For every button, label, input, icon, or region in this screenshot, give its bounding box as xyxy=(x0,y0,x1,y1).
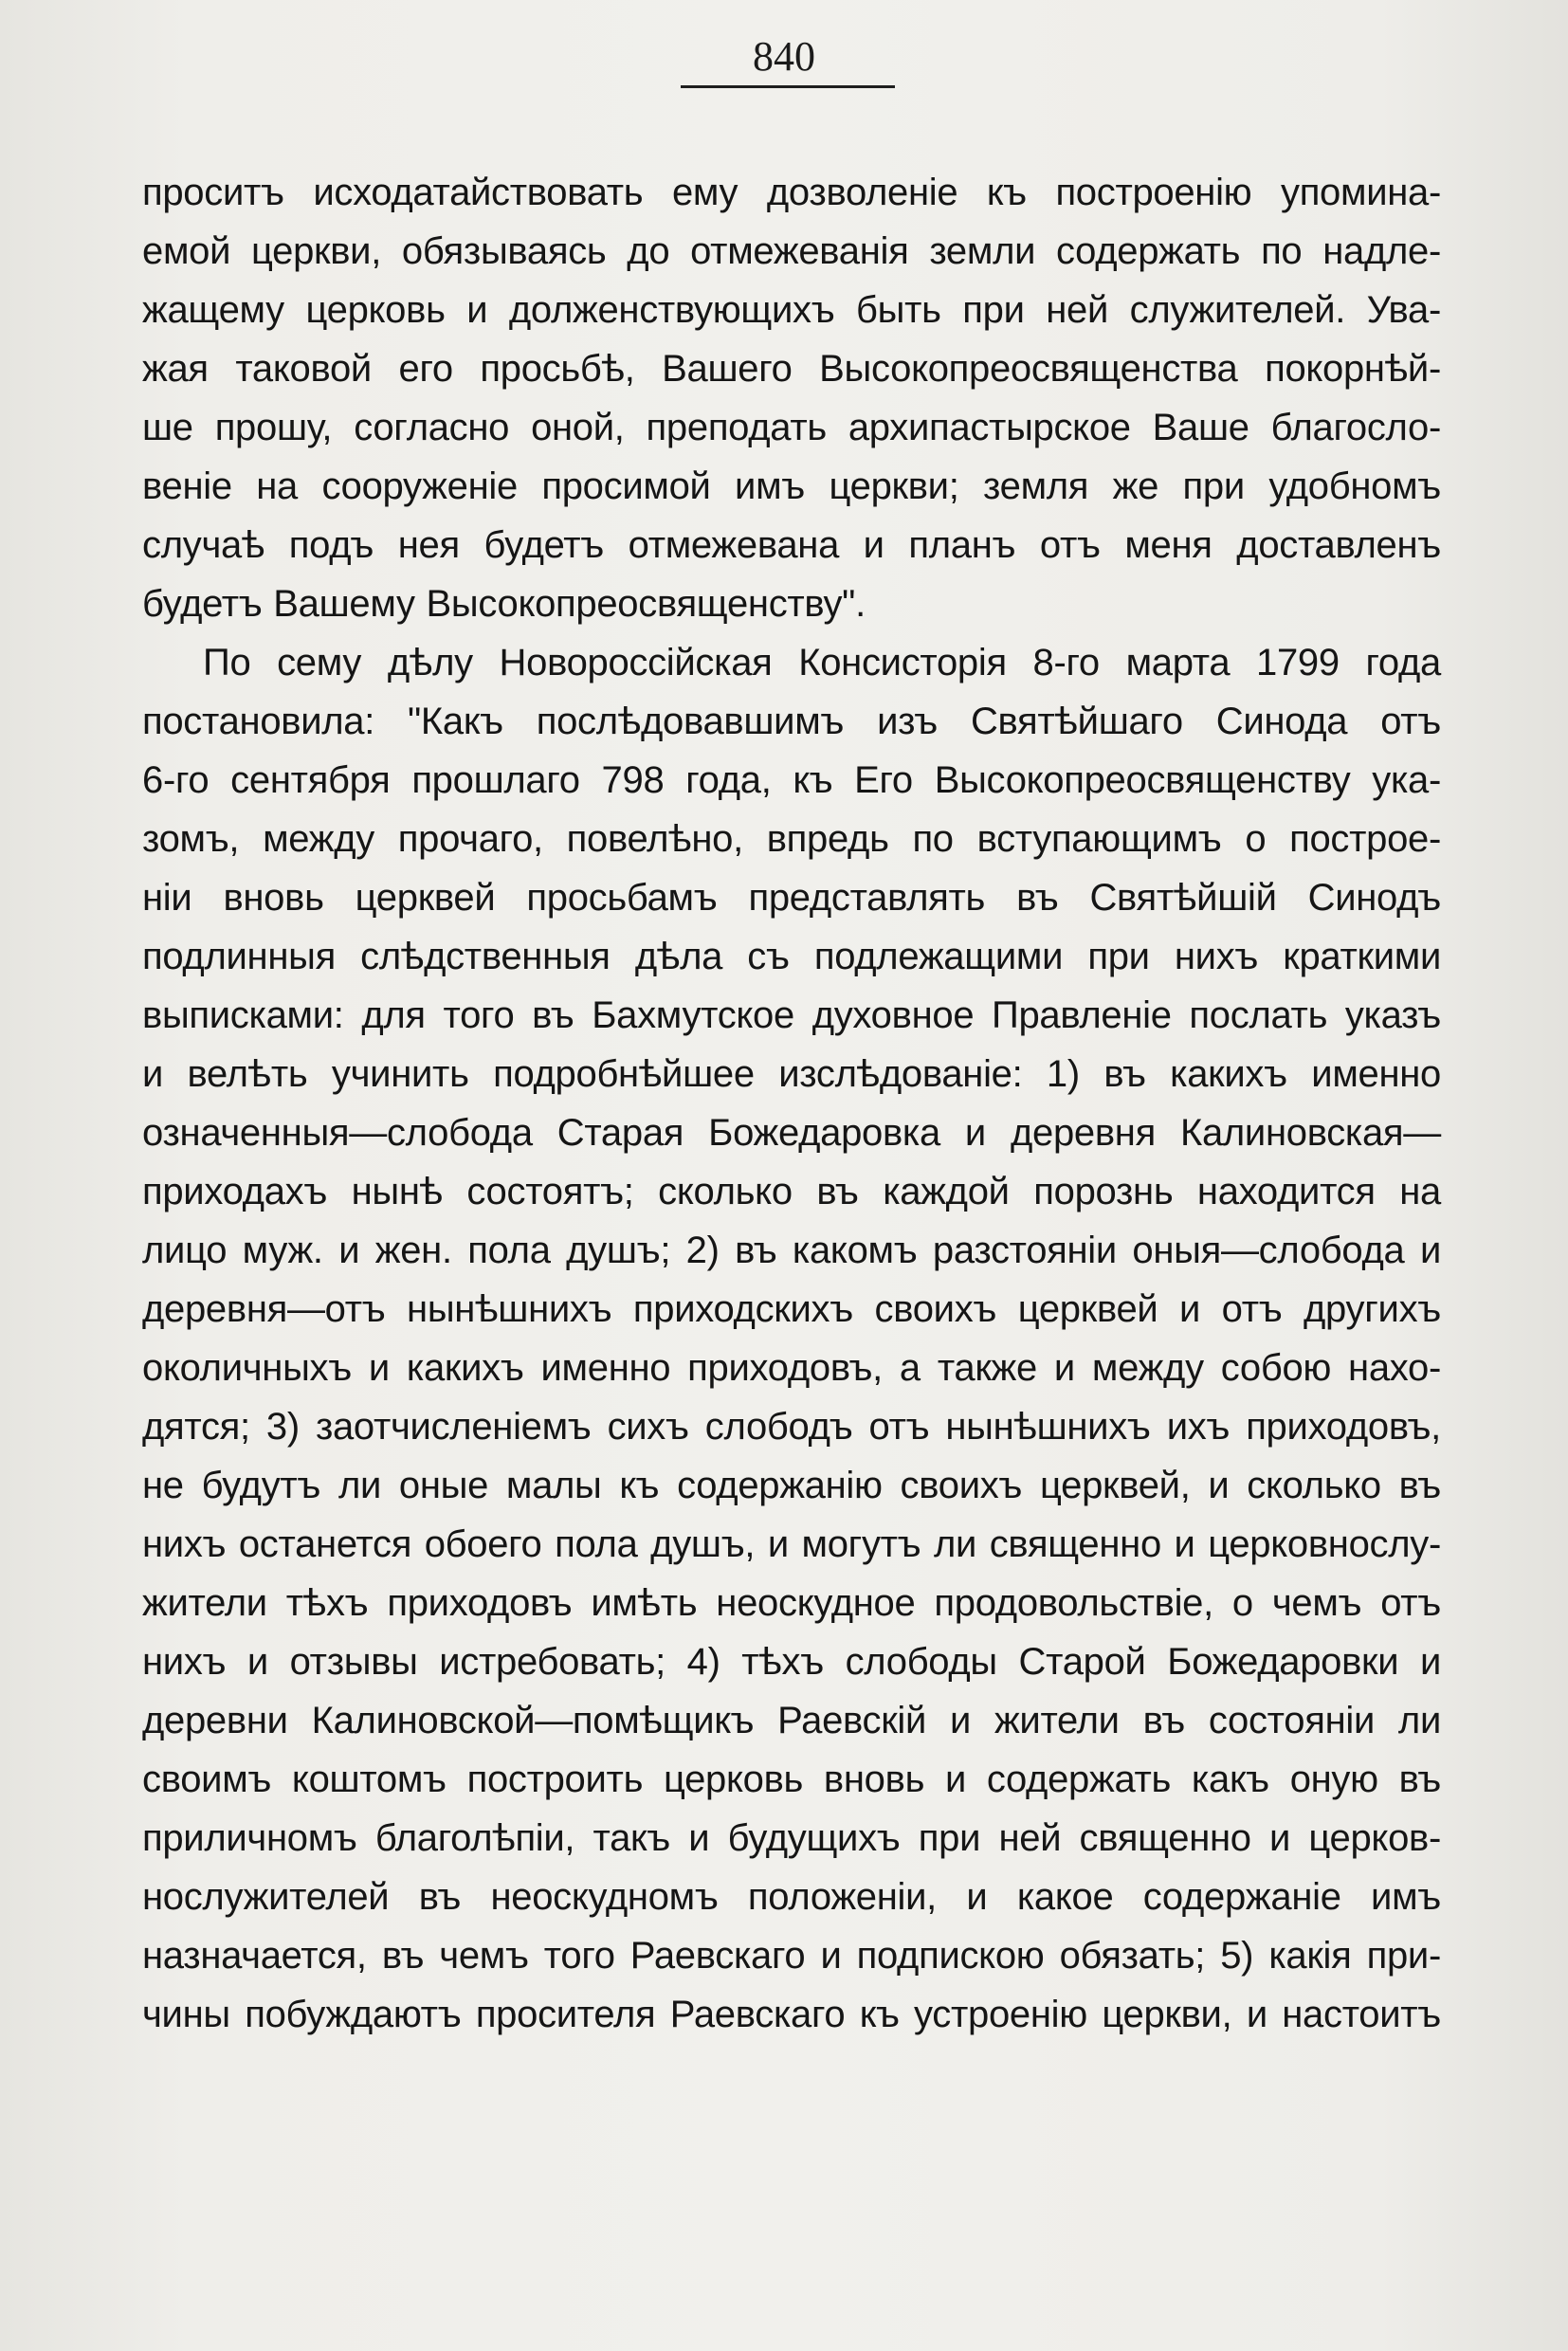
text-line: своимъ коштомъ построить церковь вновь и содержать какъ оную въ xyxy=(142,1759,1441,1800)
text-line: назначается, въ чемъ того Раевскаго и подпискою обязать; 5) какія при- xyxy=(142,1935,1441,1977)
text-line: чины побуждаютъ просителя Раевскаго къ устроенію церкви, и настоитъ xyxy=(142,1994,1441,2035)
text-line: и велѣть учинить подробнѣйшее изслѣдованіе: 1) въ какихъ именно xyxy=(142,1053,1441,1095)
text-line: нихъ останется обоего пола душъ, и могутъ ли священно и церковнослу- xyxy=(142,1523,1441,1565)
text-line: зомъ, между прочаго, повелѣно, впредь по вступающимъ о построе- xyxy=(142,818,1441,860)
text-line: околичныхъ и какихъ именно приходовъ, а также и между собою нахо- xyxy=(142,1347,1441,1389)
body-text xyxy=(142,163,1441,2044)
text-line: проситъ исходатайствовать ему дозволеніе къ построенію упомина- xyxy=(142,172,1441,213)
text-line: 6-го сентября прошлаго 798 года, къ Его Высокопреосвященству ука- xyxy=(142,759,1441,801)
text-line: лицо муж. и жен. пола душъ; 2) въ какомъ разстояніи оныя—слобода и xyxy=(142,1230,1441,1271)
text-line: приходахъ нынѣ состоятъ; сколько въ каждой порознь находится на xyxy=(142,1171,1441,1212)
text-line: выписками: для того въ Бахмутское духовное Правленіе послать указъ xyxy=(142,994,1441,1036)
paragraph-2 xyxy=(142,633,1441,2044)
text-line: ніи вновь церквей просьбамъ представлять въ Святѣйшій Синодъ xyxy=(142,877,1441,919)
text-line: емой церкви, обязываясь до отмежеванія земли содержать по надле- xyxy=(142,230,1441,272)
text-line: деревня—отъ нынѣшнихъ приходскихъ своихъ церквей и отъ другихъ xyxy=(142,1288,1441,1330)
text-line: приличномъ благолѣпіи, такъ и будущихъ при ней священно и церков- xyxy=(142,1817,1441,1859)
text-line: По сему дѣлу Новороссійская Консисторія 8-го марта 1799 года xyxy=(203,642,1441,683)
page-number-rule xyxy=(681,85,895,88)
text-line: нослужителей въ неоскудномъ положеніи, и какое содержаніе имъ xyxy=(142,1876,1441,1918)
text-line: веніе на сооруженіе просимой имъ церкви; земля же при удобномъ xyxy=(142,465,1441,507)
text-line: деревни Калиновской—помѣщикъ Раевскій и жители въ состояніи ли xyxy=(142,1700,1441,1741)
page-number: 840 xyxy=(753,33,815,80)
text-line: означенныя—слобода Старая Божедаровка и деревня Калиновская— xyxy=(142,1112,1441,1154)
text-line: случаѣ подъ нея будетъ отмежевана и планъ отъ меня доставленъ xyxy=(142,524,1441,566)
text-line: нихъ и отзывы истребовать; 4) тѣхъ слободы Старой Божедаровки и xyxy=(142,1641,1441,1683)
text-line: постановила: "Какъ послѣдовавшимъ изъ Святѣйшаго Синода отъ xyxy=(142,701,1441,742)
text-line: дятся; 3) заотчисленіемъ сихъ слободъ отъ нынѣшнихъ ихъ приходовъ, xyxy=(142,1406,1441,1448)
text-line: подлинныя слѣдственныя дѣла съ подлежащими при нихъ краткими xyxy=(142,936,1441,977)
text-line: жители тѣхъ приходовъ имѣть неоскудное продовольствіе, о чемъ отъ xyxy=(142,1582,1441,1624)
text-line: жая таковой его просьбѣ, Вашего Высокопреосвященства покорнѣй- xyxy=(142,348,1441,390)
paragraph-1 xyxy=(142,163,1441,633)
text-line: не будутъ ли оные малы къ содержанію своихъ церквей, и сколько въ xyxy=(142,1465,1441,1506)
text-line: ше прошу, согласно оной, преподать архипастырское Ваше благосло- xyxy=(142,407,1441,448)
text-line: жащему церковь и долженствующихъ быть при ней служителей. Ува- xyxy=(142,289,1441,331)
text-line: будетъ Вашему Высокопреосвященству". xyxy=(142,583,866,625)
